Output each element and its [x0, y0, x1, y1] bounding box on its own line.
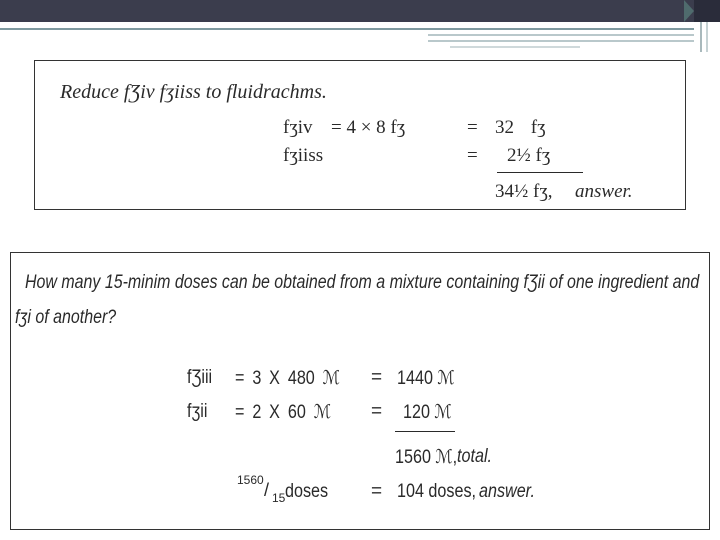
example-1-row2-equals: = — [467, 145, 478, 166]
example-2-row1-label: fƷiii — [187, 367, 213, 388]
example-1-answer-label: answer. — [575, 181, 633, 202]
doses-denominator: 15 — [272, 491, 286, 505]
example-2-row2-value: 120 ℳ — [403, 402, 452, 423]
example-1-row1-label: fʒiv — [283, 117, 313, 138]
doses-numerator: 1560 — [237, 473, 264, 487]
example-1-question: Reduce fƷiv fʒiiss to fluidrachms. — [60, 81, 327, 103]
header-rule — [706, 22, 708, 52]
header-rule — [0, 28, 694, 30]
header-rule — [428, 40, 694, 42]
title-bar — [0, 0, 720, 22]
example-2-row1-value: 1440 ℳ — [397, 368, 455, 389]
example-2-row2-label: fʒii — [187, 401, 208, 422]
header-rule — [428, 34, 694, 36]
example-2-row2-operation: = 2 X 60 ℳ — [235, 402, 331, 423]
example-2-total-label: total. — [457, 446, 493, 467]
example-2-question-line2: fʒi of another? — [15, 307, 117, 328]
doses-equals: = — [371, 481, 383, 502]
example-2-row1-equals: = — [371, 367, 383, 388]
example-2-question-line1: How many 15-minim doses can be obtained from a mixture containing fƷii of one ingredient and — [25, 272, 700, 293]
example-1-row2-value: 2½ fʒ — [507, 145, 551, 166]
doses-label: doses — [285, 481, 329, 502]
example-2-row1-operation: = 3 X 480 ℳ — [235, 368, 340, 389]
example-1-row2-label: fʒiiss — [283, 145, 324, 166]
example-1-row1-operation: = 4 × 8 fʒ — [331, 117, 406, 138]
doses-result: 104 doses, — [397, 481, 477, 502]
example-2-total: 1560 ℳ, — [395, 447, 458, 468]
example-1-image — [34, 60, 686, 210]
sum-underline — [395, 431, 455, 432]
example-1-row1-value: 32 fʒ — [495, 117, 546, 138]
example-2-row2-equals: = — [371, 401, 383, 422]
example-1-total: 34½ fʒ, — [495, 181, 553, 202]
header-arrow-decoration — [684, 0, 694, 22]
example-2-image: How many 15-minim doses can be obtained from a mixture containing fƷii of one ingredient and fʒi of another? fƷiii = 3 X 480 ℳ = 1440 ℳ fʒii = 2 X 60 ℳ = 120 ℳ 1560 ℳ, total. 1560 / 15 doses = 104 doses, answer. — [10, 252, 710, 530]
example-1-row1-equals: = — [467, 117, 478, 138]
doses-answer-label: answer. — [479, 481, 535, 502]
header-rule — [700, 22, 702, 52]
sum-underline — [497, 172, 583, 173]
header-rule — [450, 46, 580, 48]
header-accent — [694, 0, 720, 22]
